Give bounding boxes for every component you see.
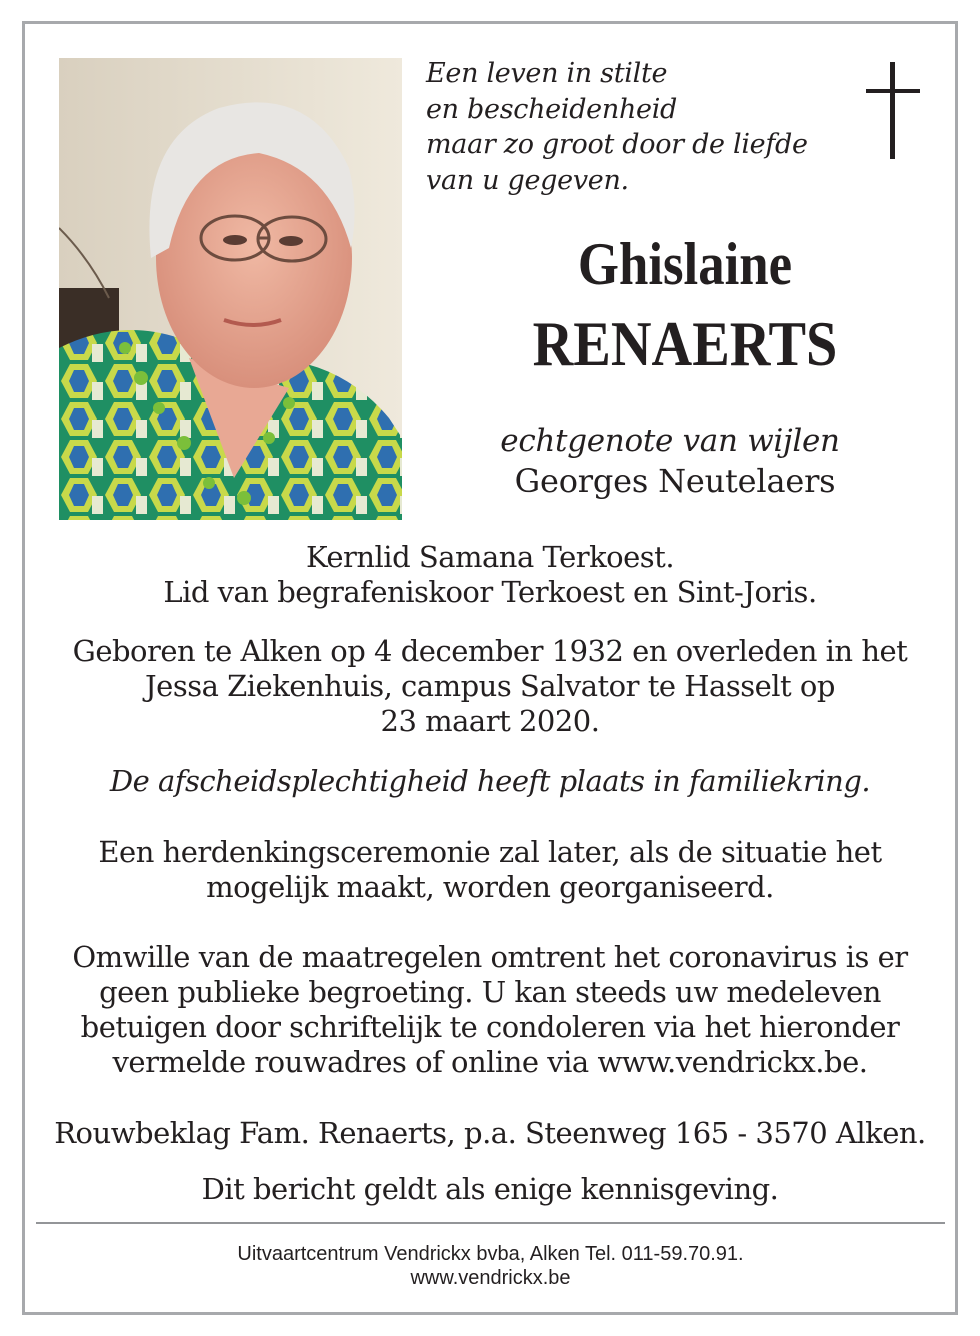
poem-line: en bescheidenheid xyxy=(426,93,678,125)
commemoration-line: mogelijk maakt, worden georganiseerd. xyxy=(206,870,774,904)
birth-death-line: Jessa Ziekenhuis, campus Salvator te Hasselt op xyxy=(145,669,835,703)
footer-divider xyxy=(36,1222,945,1224)
poem-line: maar zo groot door de liefde xyxy=(426,129,808,160)
poem xyxy=(426,56,846,198)
footer-website: www.vendrickx.be xyxy=(410,1267,571,1289)
corona-line: Omwille van de maatregelen omtrent het coronavirus is er xyxy=(72,940,908,974)
spouse-relation: echtgenote van wijlen xyxy=(500,423,840,459)
birth-death-line: Geboren te Alken op 4 december 1932 en overleden in het xyxy=(72,634,908,668)
commemoration-line: Een herdenkingsceremonie zal later, als de situatie het xyxy=(98,835,882,869)
membership-line: Kernlid Samana Terkoest. xyxy=(305,540,675,574)
spouse-name: Georges Neutelaers xyxy=(514,462,836,500)
portrait-photo xyxy=(59,58,402,520)
corona-line: geen publieke begroeting. U kan steeds uw medeleven xyxy=(99,975,881,1009)
corona-line: betuigen door schriftelijk te condoleren via het hieronder xyxy=(80,1010,900,1044)
birth-death-line: 23 maart 2020. xyxy=(380,704,600,738)
corona-line: vermelde rouwadres of online via www.vendrickx.be. xyxy=(112,1045,868,1079)
footer xyxy=(36,1242,945,1290)
membership-line: Lid van begrafeniskoor Terkoest en Sint-Joris. xyxy=(163,575,817,609)
deceased-last-name: RENAERTS xyxy=(532,308,838,379)
condolence-address xyxy=(40,1116,940,1151)
ceremony-note xyxy=(40,764,940,799)
address-line: Rouwbeklag Fam. Renaerts, p.a. Steenweg 165 - 3570 Alken. xyxy=(54,1116,926,1150)
ceremony-line: De afscheidsplechtigheid heeft plaats in familiekring. xyxy=(109,764,871,798)
commemoration-note xyxy=(40,835,940,905)
memberships xyxy=(40,540,940,610)
cross-icon xyxy=(864,62,922,160)
notice xyxy=(40,1172,940,1207)
corona-notice xyxy=(40,940,940,1080)
birth-death-info xyxy=(40,634,940,739)
notice-line: Dit bericht geldt als enige kennisgeving. xyxy=(201,1172,779,1206)
poem-line: Een leven in stilte xyxy=(426,58,668,89)
deceased-first-name: Ghislaine xyxy=(577,231,793,297)
poem-line: van u gegeven. xyxy=(426,164,629,196)
footer-company: Uitvaartcentrum Vendrickx bvba, Alken Tel. 011-59.70.91. xyxy=(237,1243,744,1265)
